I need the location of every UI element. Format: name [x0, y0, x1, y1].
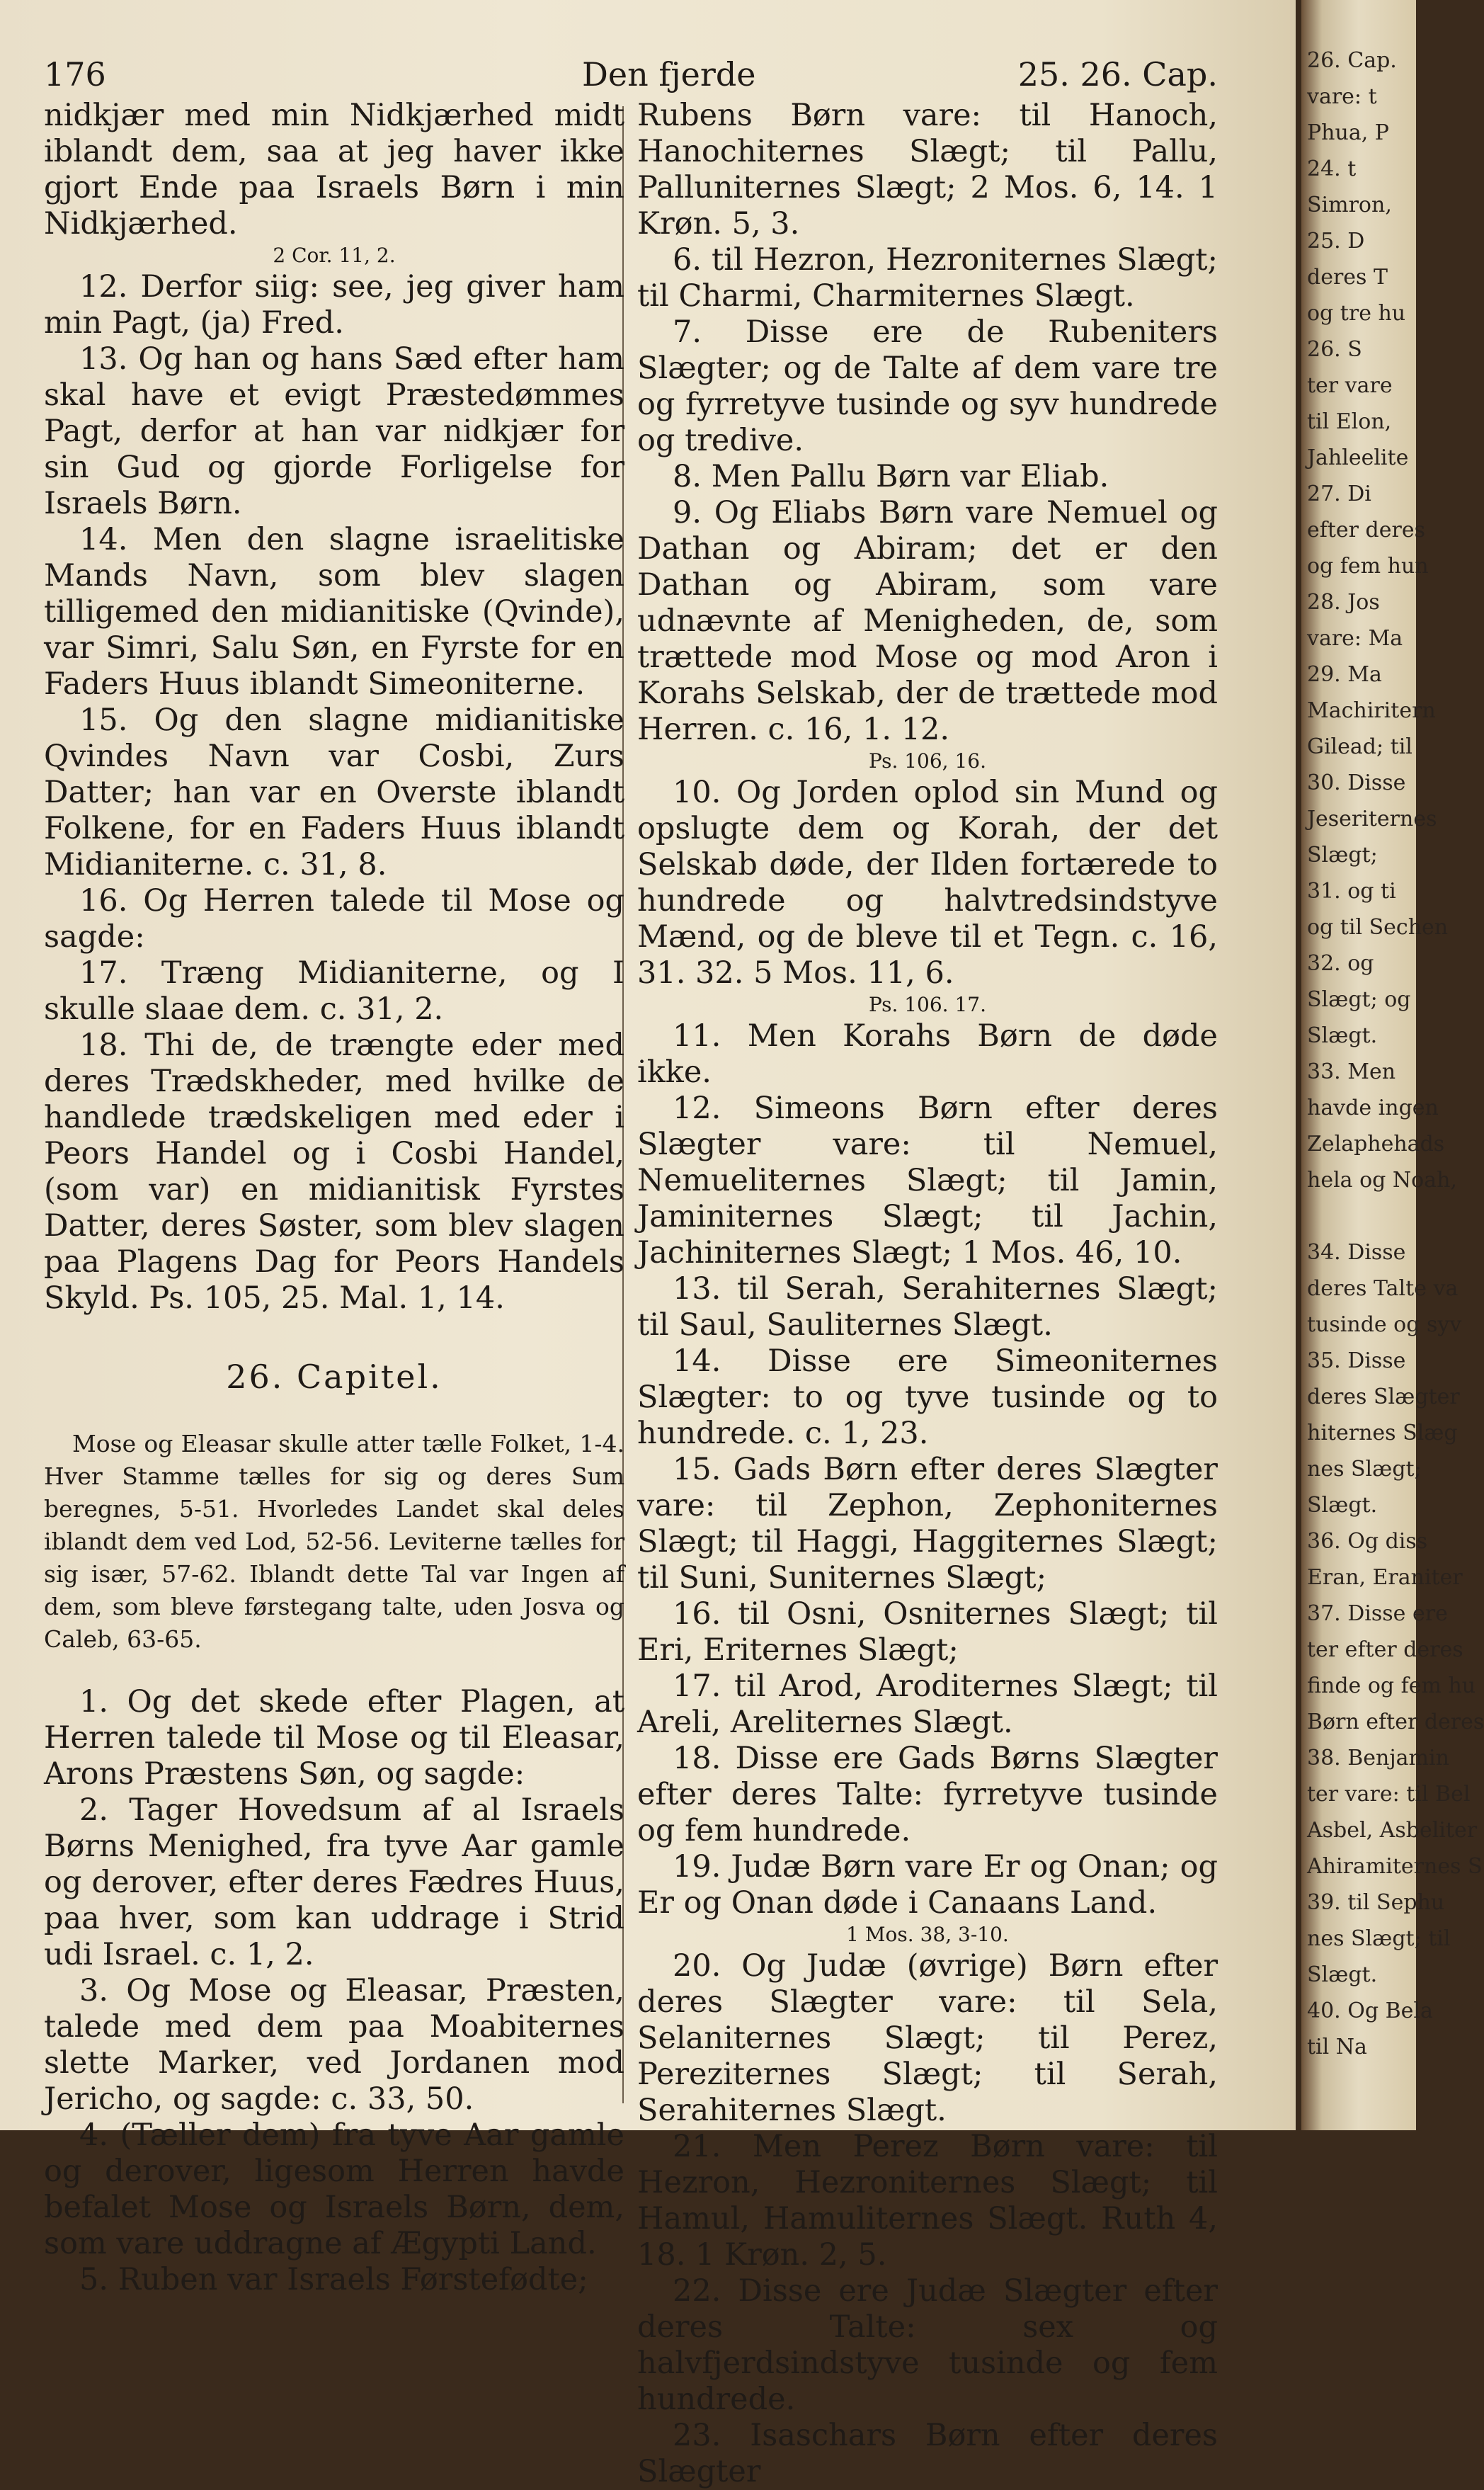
next-page-line: 28. Jos [1307, 590, 1380, 615]
verse: 4. (Tæller dem) fra tyve Aar gamle og derover, ligesom Herren havde befalet Mose og Israels Børn, dem, som vare uddragne af Ægypti Land. [44, 2117, 624, 2261]
next-page-line: deres T [1307, 265, 1388, 290]
next-page-line: Slægt; [1307, 843, 1378, 868]
verse: 15. Og den slagne midianitiske Qvindes Navn var Cosbi, Zurs Datter; han var en Overste iblandt Folkene, for en Faders Huus iblandt Midianiterne. c. 31, 8. [44, 703, 624, 882]
left-verses [44, 1684, 624, 2298]
next-page-line: 36. Og diss [1307, 1529, 1428, 1554]
next-page-line: 34. Disse [1307, 1240, 1406, 1265]
verse: 19. Judæ Børn vare Er og Onan; og Er og Onan døde i Canaans Land. [637, 1849, 1218, 1921]
verse: 6. til Hezron, Hezroniternes Slægt; til Charmi, Charmiternes Slægt. [637, 242, 1218, 314]
verse: 12. Derfor siig: see, jeg giver ham min Pagt, (ja) Fred. [44, 269, 624, 341]
verse: 14. Disse ere Simeoniternes Slægter: to og tyve tusinde og to hundrede. c. 1, 23. [637, 1343, 1218, 1451]
next-page-line: Asbel, Asbeliter [1307, 1818, 1478, 1843]
next-page-line: tusinde og syv [1307, 1312, 1462, 1337]
right-column [637, 98, 1218, 2490]
next-page-line: vare: t [1307, 84, 1377, 109]
verse: 5. Ruben var Israels Førstefødte; [79, 2262, 588, 2297]
verse: 7. Disse ere de Rubeniters Slægter; og de Talte af dem vare tre og fyrretyve tusinde og syv hundrede og tredive. [637, 314, 1218, 458]
next-page-line: Slægt. [1307, 1962, 1378, 1987]
verse: 18. Disse ere Gads Børns Slægter efter deres Talte: fyrretyve tusinde og fem hundrede. [637, 1741, 1218, 1848]
next-page-line: og til Sechen [1307, 915, 1449, 940]
next-page-line: 37. Disse ere [1307, 1601, 1448, 1626]
next-page-line: 38. Benjamin [1307, 1746, 1449, 1770]
next-page-line: 39. til Sephu [1307, 1890, 1445, 1915]
next-page-line: hela og Noah, [1307, 1168, 1457, 1193]
verse: 1. Og det skede efter Plagen, at Herren talede til Mose og til Eleasar, Arons Præstens Søn, og sagde: [44, 1684, 624, 1792]
next-page-line: Børn efter deres [1307, 1710, 1484, 1734]
next-page-line: deres Talte va [1307, 1276, 1459, 1301]
next-page-line: 33. Men [1307, 1059, 1396, 1084]
cross-reference: 1 Mos. 38, 3-10. [846, 1923, 1009, 1946]
next-page-line: Simron, [1307, 193, 1392, 217]
next-page-line: og tre hu [1307, 301, 1406, 326]
next-page-line: efter deres [1307, 518, 1425, 542]
next-page-line: Jeseriternes [1307, 807, 1437, 831]
next-page-edge [1301, 0, 1484, 2130]
next-page-line: havde ingen [1307, 1096, 1439, 1120]
next-page-line: 27. Di [1307, 482, 1371, 506]
left-top-verses [44, 98, 624, 1317]
next-page-line: nes Slægt; til [1307, 1926, 1451, 1951]
verse: 16. Og Herren talede til Mose og sagde: [44, 883, 624, 955]
next-page-line: vare: Ma [1307, 626, 1403, 651]
next-page-line: nes Slægt; [1307, 1457, 1422, 1482]
next-page-line: 24. t [1307, 157, 1357, 181]
next-page-line: ter vare: til Bel [1307, 1782, 1471, 1807]
running-title: Den fjerde [582, 55, 756, 93]
verse: 17. til Arod, Aroditernes Slægt; til Areli, Areliternes Slægt. [637, 1668, 1218, 1740]
verse: 22. Disse ere Judæ Slægter efter deres Talte: sex og halvfjerdsindstyve tusinde og fem hundrede. [637, 2273, 1218, 2417]
left-column [44, 98, 624, 2298]
next-page-line: til Elon, [1307, 409, 1392, 434]
verse: 17. Træng Midianiterne, og I skulle slaae dem. c. 31, 2. [44, 955, 624, 1027]
verse: 9. Og Eliabs Børn vare Nemuel og Dathan og Abiram; det er den Dathan og Abiram, som vare udnævnte af Menigheden, de, som trættede mod Mose og mod Aron i Korahs Selskab, der de trættede mod Herren. c. 16, 1. 12. [637, 495, 1218, 747]
verse: Rubens Børn vare: til Hanoch, Hanochiternes Slægt; til Pallu, Palluniternes Slægt; 2 Mos. 6, 14. 1 Krøn. 5, 3. [637, 98, 1218, 241]
verse: 18. Thi de, de trængte eder med deres Trædskheder, med hvilke de handlede trædskeligen med eder i Peors Handel og i Cosbi Handel, (som var) en midianitisk Fyrstes Datter, deres Søster, som blev slagen paa Plagens Dag for Peors Handels Skyld. Ps. 105, 25. Mal. 1, 14. [44, 1028, 624, 1316]
next-page-line: 31. og ti [1307, 879, 1396, 904]
chapter-reference: 25. 26. Cap. [1017, 55, 1218, 93]
verse: 2. Tager Hovedsum af al Israels Børns Menighed, fra tyve Aar gamle og derover, efter deres Fædres Huus, paa hver, som kan uddrage i Strid udi Israel. c. 1, 2. [44, 1792, 624, 1972]
next-page-line: finde og fem hu [1307, 1673, 1476, 1698]
next-page-line: deres Slægter [1307, 1385, 1460, 1409]
verse: 23. Isaschars Børn efter deres Slægter [637, 2418, 1218, 2489]
next-page-line: Slægt. [1307, 1493, 1378, 1518]
next-page-line: ter efter deres [1307, 1637, 1463, 1662]
next-page-line: 26. Cap. [1307, 48, 1397, 73]
next-page-line: Ahiramiternes S [1307, 1854, 1483, 1879]
next-page-line: Jahleelite [1307, 445, 1409, 470]
verse: 3. Og Mose og Eleasar, Præsten, talede med dem paa Moabiternes slette Marker, ved Jordanen mod Jericho, og sagde: c. 33, 50. [44, 1973, 624, 2117]
next-page-line: 25. D [1307, 229, 1365, 254]
next-page-line: 26. S [1307, 337, 1362, 362]
chapter-summary: Mose og Eleasar skulle atter tælle Folket, 1-4. Hver Stamme tælles for sig og deres Sum beregnes, 5-51. Hvorledes Landet skal deles iblandt dem ved Lod, 52-56. Leviterne tælles for sig især, 57-62. Iblandt dette Tal var Ingen af dem, som bleve førstegang talte, uden Josva og Caleb, 63-65. [44, 1430, 624, 1653]
next-page-line: Slægt. [1307, 1023, 1378, 1048]
right-verses [637, 98, 1218, 2490]
verse: 21. Men Perez Børn vare: til Hezron, Hezroniternes Slægt; til Hamul, Hamuliternes Slægt. Ruth 4, 18. 1 Krøn. 2, 5. [637, 2129, 1218, 2273]
verse: nidkjær med min Nidkjærhed midt iblandt dem, saa at jeg haver ikke gjort Ende paa Israels Børn i min Nidkjærhed. [44, 98, 624, 241]
next-page-line: ter vare [1307, 373, 1393, 398]
next-page-line: hiternes Slæg [1307, 1421, 1458, 1445]
verse: 11. Men Korahs Børn de døde ikke. [637, 1018, 1218, 1090]
verse: 14. Men den slagne israelitiske Mands Navn, som blev slagen tilligemed den midianitiske (Qvinde), var Simri, Salu Søn, en Fyrste for en Faders Huus iblandt Simeoniterne. [44, 522, 624, 702]
chapter-heading: 26. Capitel. [226, 1358, 443, 1396]
verse: 16. til Osni, Osniternes Slægt; til Eri, Eriternes Slægt; [637, 1596, 1218, 1668]
cross-reference: Ps. 106. 17. [868, 993, 987, 1016]
next-page-line: Eran, Eraniter [1307, 1565, 1463, 1590]
next-page-line: Gilead; til [1307, 734, 1412, 759]
cross-reference: 2 Cor. 11, 2. [273, 244, 396, 267]
verse: 15. Gads Børn efter deres Slægter vare: til Zephon, Zephoniternes Slægt; til Haggi, Haggiternes Slægt; til Suni, Suniternes Slægt; [637, 1452, 1218, 1596]
next-page-line: 30. Disse [1307, 771, 1406, 795]
verse: 20. Og Judæ (øvrige) Børn efter deres Slægter vare: til Sela, Selaniternes Slægt; til Perez, Pereziternes Slægt; til Serah, Serahiternes Slægt. [637, 1948, 1218, 2128]
verse: 8. Men Pallu Børn var Eliab. [673, 459, 1109, 494]
verse: 10. Og Jorden oplod sin Mund og opslugte dem og Korah, der det Selskab døde, der Ilden fortærede to hundrede og halvtredsindstyve Mænd, og de bleve til et Tegn. c. 16, 31. 32. 5 Mos. 11, 6. [637, 775, 1218, 991]
next-page-fragments [1301, 0, 1484, 2065]
next-page-line: 32. og [1307, 951, 1374, 976]
next-page-line: 29. Ma [1307, 662, 1382, 687]
next-page-line: Slægt; og [1307, 987, 1411, 1012]
verse: 13. til Serah, Serahiternes Slægt; til Saul, Sauliternes Slægt. [637, 1271, 1218, 1343]
verse: 13. Og han og hans Sæd efter ham skal have et evigt Præstedømmes Pagt, derfor at han var nidkjær for sin Gud og gjorde Forligelse for Israels Børn. [44, 341, 624, 521]
next-page-line: Zelaphehads [1307, 1132, 1445, 1156]
next-page-line [1301, 1198, 1416, 1234]
cross-reference: Ps. 106, 16. [868, 749, 987, 773]
next-page-line: Machiritern [1307, 698, 1436, 723]
next-page-line: Phua, P [1307, 120, 1389, 145]
next-page-line: til Na [1307, 2035, 1367, 2059]
next-page-line: og fem hun [1307, 554, 1429, 579]
next-page-line: 35. Disse [1307, 1348, 1406, 1373]
page-number: 176 [44, 55, 106, 93]
verse: 12. Simeons Børn efter deres Slægter vare: til Nemuel, Nemueliternes Slægt; til Jamin, Jaminiternes Slægt; til Jachin, Jachiniternes Slægt; 1 Mos. 46, 10. [637, 1091, 1218, 1270]
next-page-line: 40. Og Bela [1307, 1999, 1433, 2023]
